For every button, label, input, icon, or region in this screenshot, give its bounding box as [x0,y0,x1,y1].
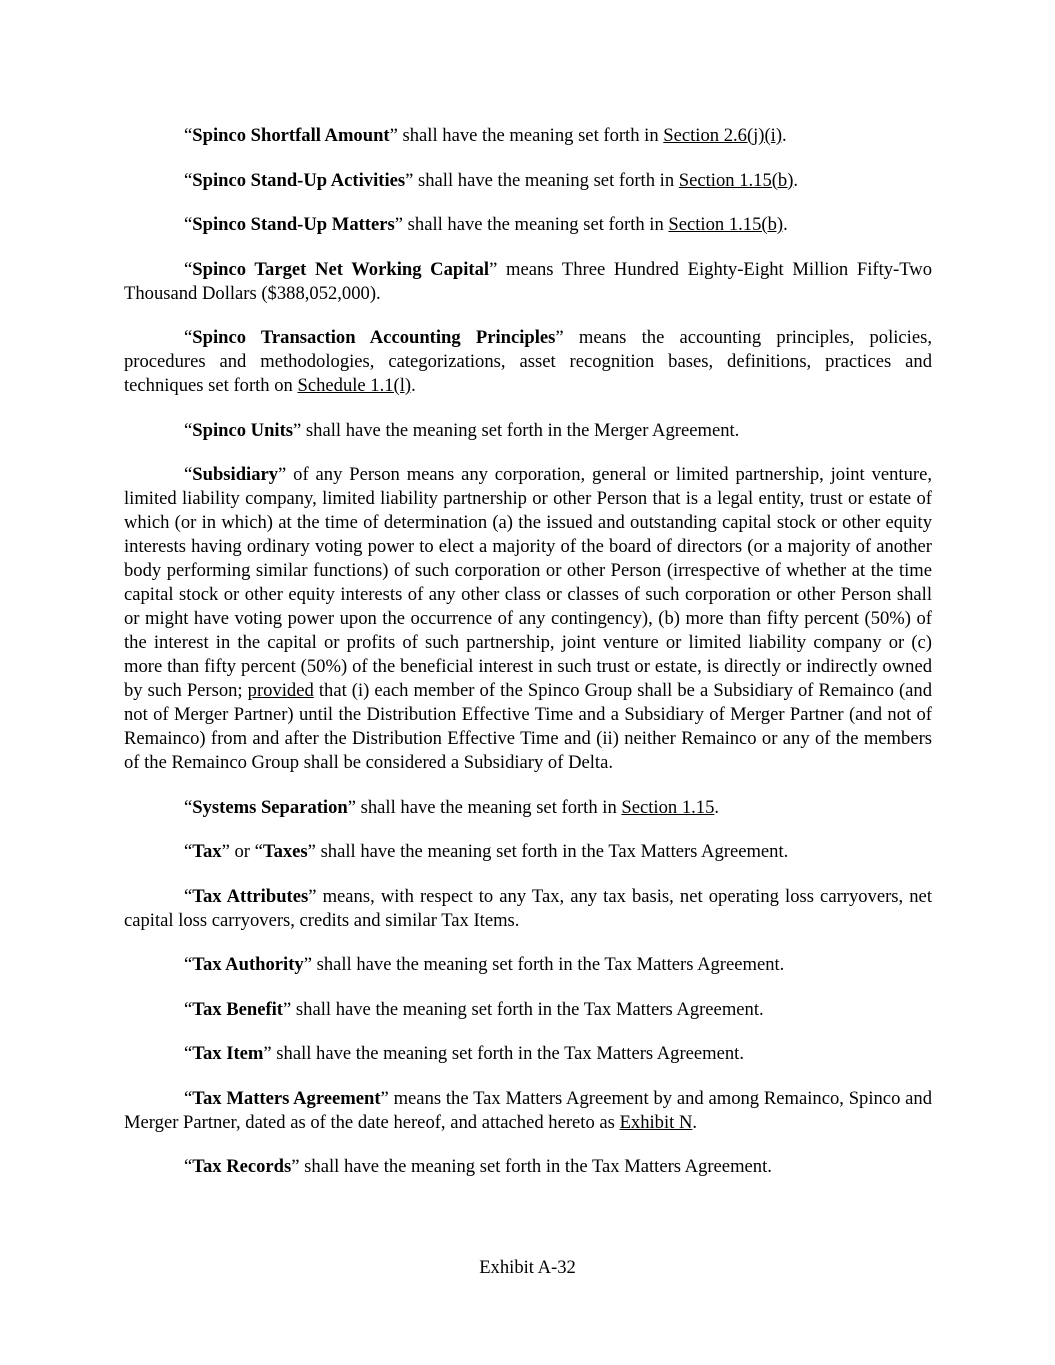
cross-reference: Section 1.15(b) [668,214,784,235]
definition-systems-separation: “Systems Separation” shall have the meaning set forth in Section 1.15. [184,796,720,818]
defined-term: Tax Benefit [192,998,284,1020]
definition-text: shall have the meaning set forth in the Tax Matters Agreement. [299,1156,772,1177]
definition-text: shall have the meaning set forth in [356,796,622,818]
definition-text: shall have the meaning set forth in [397,125,664,146]
defined-term-alt: Taxes [262,841,308,862]
definition-end: . [411,375,416,396]
defined-term: Spinco Units [192,419,294,441]
definition-text: shall have the meaning set forth in the Merger Agreement. [301,419,740,441]
defined-term: Spinco Stand-Up Matters [192,214,395,235]
definition-text: of any Person means any corporation, general or limited partnership, joint venture, limited liability company, limited liability partnership or other Person that is a legal entity, trust or estate of which (or in which) at the time of determination (a) the issued and outstanding capital stock or other equity interests having ordinary voting power to elect a majority of the board of directors (or a majority of another body performing similar functions) of such corporation or other Person (irrespective of whether at the time capital stock or other equity interests of any other class or classes of such corporation or other Person shall or might have voting power upon the occurrence of any contingency), (b) more than fifty percent (50%) of the interest in the capital or profits of such partnership, joint venture or limited liability company or (c) more than fifty percent (50%) of the beneficial interest in such trust or estate, is directly or indirectly owned by such Person; [124,464,932,701]
cross-reference: Section 1.15 [621,796,715,818]
definition-tax: “Tax” or “Taxes” shall have the meaning set forth in the Tax Matters Agreement. [184,841,789,862]
definition-connector: or “ [229,841,263,862]
cross-reference: Section 1.15(b) [678,169,794,191]
definition-spinco-stand-up-matters: “Spinco Stand-Up Matters” shall have the meaning set forth in Section 1.15(b). [184,214,788,235]
definition-spinco-target-net-working-capital: “Spinco Target Net Working Capital” means Three Hundred Eighty-Eight Million Fifty-Two Thousand Dollars ($388,052,000). [124,258,933,304]
definition-end: . [782,125,787,146]
definition-text: means, with respect to any Tax, any tax basis, net operating loss carryovers, net capital loss carryovers, credits and similar Tax Items. [124,885,932,931]
cross-reference: Exhibit N [619,1111,693,1133]
definition-end: . [793,169,799,191]
definition-subsidiary: “Subsidiary” of any Person means any corporation, general or limited partnership, joint venture, limited liability company, limited liability partnership or other Person that is a legal entity, trust or estate of which (or in which) at the time of determination (a) the issued and outstanding capital stock or other equity interests having ordinary voting power to elect a majority of the board of directors (or a majority of another body performing similar functions) of such corporation or other Person (irrespective of whether at the time capital stock or other equity interests of any other class or classes of such corporation or other Person shall or might have voting power upon the occurrence of any contingency), (b) more than fifty percent (50%) of the interest in the capital or profits of such partnership, joint venture or limited liability company or (c) more than fifty percent (50%) of the beneficial interest in such trust or estate, is directly or indirectly owned by such Person; provided that (i) each member of the Spinco Group shall be a Subsidiary of Remainco (and not of Merger Partner) until the Distribution Effective Time and a Subsidiary of Merger Partner (and not of Remainco) from and after the Distribution Effective Time and (ii) neither Remainco or any of the members of the Remainco Group shall be considered a Subsidiary of Delta. [124,464,932,773]
defined-term: Tax Authority [192,954,304,975]
page-footer: Exhibit A-32 [479,1257,576,1278]
definition-text: shall have the meaning set forth in the Tax Matters Agreement. [315,841,789,862]
defined-term: Tax [192,841,222,862]
definition-text: shall have the meaning set forth in [413,169,679,191]
cross-reference: Section 2.6(j)(i) [663,125,783,146]
definition-text: shall have the meaning set forth in the Tax Matters Agreement. [311,954,785,975]
defined-term: Tax Matters Agreement [192,1087,381,1109]
definition-tax-authority: “Tax Authority” shall have the meaning set forth in the Tax Matters Agreement. [184,954,785,975]
defined-term: Systems Separation [192,796,348,818]
definition-tax-attributes: “Tax Attributes” means, with respect to any Tax, any tax basis, net operating loss carryovers, net capital loss carryovers, credits and similar Tax Items. [124,885,932,931]
definition-text: shall have the meaning set forth in [403,214,669,235]
definition-tax-records: “Tax Records” shall have the meaning set forth in the Tax Matters Agreement. [184,1156,772,1177]
defined-term: Spinco Shortfall Amount [192,125,390,146]
definition-tax-item: “Tax Item” shall have the meaning set forth in the Tax Matters Agreement. [184,1043,745,1064]
definition-end: . [783,214,788,235]
definition-text: means Three Hundred Eighty-Eight Million Fifty-Two Thousand Dollars ($388,052,000). [124,258,933,304]
defined-term: Spinco Stand-Up Activities [192,169,406,191]
defined-term: Tax Item [192,1043,264,1064]
definition-spinco-stand-up-activities: “Spinco Stand-Up Activities” shall have the meaning set forth in Section 1.15(b). [184,169,799,191]
definition-spinco-units: “Spinco Units” shall have the meaning set forth in the Merger Agreement. [184,419,740,441]
defined-term: Tax Records [192,1156,292,1177]
definition-end: that (i) each member of the Spinco Group shall be a Subsidiary of Remainco (and not of Merger Partner) until the Distribution Effective Time and a Subsidiary of Merger Partner (and not of Remainco) from and after the Distribution Effective Time and (ii) neither Remainco or any of the members of the Remainco Group shall be considered a Subsidiary of Delta. [124,680,932,773]
definition-end: . [714,796,720,818]
definition-end: . [692,1111,698,1133]
definition-text: shall have the meaning set forth in the Tax Matters Agreement. [291,998,764,1020]
proviso-word: provided [247,680,314,701]
definition-spinco-shortfall-amount: “Spinco Shortfall Amount” shall have the meaning set forth in Section 2.6(j)(i). [184,125,787,146]
definition-tax-benefit: “Tax Benefit” shall have the meaning set forth in the Tax Matters Agreement. [184,998,764,1020]
definition-text: means the Tax Matters Agreement by and among Remainco, Spinco and Merger Partner, dated as of the date hereof, and attached hereto as [124,1087,933,1133]
definition-text: shall have the meaning set forth in the Tax Matters Agreement. [271,1043,745,1064]
definition-text: means the accounting principles, policies, procedures and methodologies, categorizations, asset recognition bases, definitions, practices and techniques set forth on [124,327,932,396]
definition-tax-matters-agreement: “Tax Matters Agreement” means the Tax Matters Agreement by and among Remainco, Spinco and Merger Partner, dated as of the date hereof, and attached hereto as Exhibit N. [124,1087,933,1133]
definition-spinco-transaction-accounting-principles: “Spinco Transaction Accounting Principles” means the accounting principles, policies, procedures and methodologies, categorizations, asset recognition bases, definitions, practices and techniques set forth on Schedule 1.1(l). [124,327,932,396]
document-page [124,124,932,1200]
cross-reference: Schedule 1.1(l) [297,375,412,396]
defined-term: Subsidiary [192,464,279,485]
defined-term: Tax Attributes [192,885,309,907]
defined-term: Spinco Transaction Accounting Principles [192,327,556,348]
defined-term: Spinco Target Net Working Capital [192,258,490,280]
